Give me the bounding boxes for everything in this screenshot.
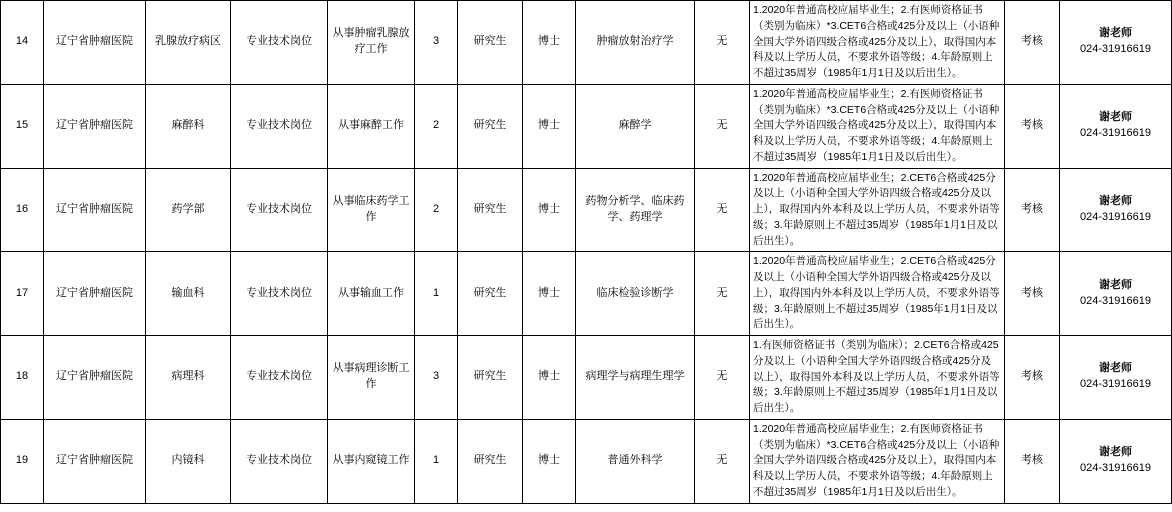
cell-method: 考核 xyxy=(1005,168,1060,252)
cell-duty: 从事麻醉工作 xyxy=(328,84,415,168)
condition-text: 1.2020年普通高校应届毕业生；2.有医师资格证书（类别为临床）*3.CET6合格或425分及以上（小语种全国大学外语四级合格或425分及以上），取得国内本科及以上学历人员，不要求外语等级；4.年龄原则上不超过35周岁（1985年1月1日及以后出生）。 xyxy=(753,87,1000,163)
contact-phone: 024-31916619 xyxy=(1080,210,1151,223)
cell-post-category: 专业技术岗位 xyxy=(231,84,328,168)
cell-department: 麻醉科 xyxy=(146,84,231,168)
cell-department: 内镜科 xyxy=(146,419,231,503)
cell-count: 2 xyxy=(415,168,458,252)
table-row xyxy=(1,168,1172,252)
condition-text: 1.2020年普通高校应届毕业生；2.有医师资格证书（类别为临床）*3.CET6合格或425分及以上（小语种全国大学外语四级合格或425分及以上），取得国内本科及以上学历人员，不要求外语等级；4.年龄原则上不超过35周岁（1985年1月1日及以后出生）。 xyxy=(753,4,1000,79)
cell-post-category: 专业技术岗位 xyxy=(231,252,328,336)
cell-education: 研究生 xyxy=(458,84,523,168)
cell-education: 研究生 xyxy=(458,336,523,420)
cell-department: 病理科 xyxy=(146,336,231,420)
table-row xyxy=(1,336,1172,420)
cell-degree: 博士 xyxy=(523,168,576,252)
cell-index: 14 xyxy=(1,1,44,85)
contact-name: 谢老师 xyxy=(1099,111,1132,124)
cell-post-category: 专业技术岗位 xyxy=(231,336,328,420)
cell-other: 无 xyxy=(695,252,750,336)
contact-phone: 024-31916619 xyxy=(1080,462,1151,475)
cell-other: 无 xyxy=(695,84,750,168)
cell-method: 考核 xyxy=(1005,419,1060,503)
cell-other: 无 xyxy=(695,168,750,252)
cell-education: 研究生 xyxy=(458,1,523,85)
cell-index: 19 xyxy=(1,419,44,503)
cell-method: 考核 xyxy=(1005,336,1060,420)
cell-duty: 从事输血工作 xyxy=(328,252,415,336)
cell-department: 药学部 xyxy=(146,168,231,252)
cell-contact xyxy=(1060,1,1172,85)
cell-unit: 辽宁省肿瘤医院 xyxy=(44,168,146,252)
contact-name: 谢老师 xyxy=(1099,362,1132,375)
cell-education: 研究生 xyxy=(458,419,523,503)
contact-phone: 024-31916619 xyxy=(1080,294,1151,307)
contact-phone: 024-31916619 xyxy=(1080,43,1151,56)
cell-other: 无 xyxy=(695,336,750,420)
contact-name: 谢老师 xyxy=(1099,27,1132,40)
condition-text: 1.有医师资格证书（类别为临床）；2.CET6合格或425分及以上（小语种全国大学外语四级合格或425分及以上），取得国外本科及以上学历人员，不要求外语等级；3.年龄原则上不超过35周岁（1985年1月1日及以后出生）。 xyxy=(753,339,1000,414)
cell-major: 临床检验诊断学 xyxy=(576,252,695,336)
cell-method: 考核 xyxy=(1005,84,1060,168)
cell-education: 研究生 xyxy=(458,168,523,252)
cell-post-category: 专业技术岗位 xyxy=(231,168,328,252)
cell-degree: 博士 xyxy=(523,1,576,85)
cell-unit: 辽宁省肿瘤医院 xyxy=(44,419,146,503)
table-row xyxy=(1,252,1172,336)
cell-contact xyxy=(1060,168,1172,252)
cell-condition xyxy=(750,168,1005,252)
cell-unit: 辽宁省肿瘤医院 xyxy=(44,252,146,336)
cell-duty: 从事肿瘤乳腺放疗工作 xyxy=(328,1,415,85)
contact-name: 谢老师 xyxy=(1099,278,1132,291)
table-row xyxy=(1,84,1172,168)
cell-method: 考核 xyxy=(1005,252,1060,336)
cell-major: 肿瘤放射治疗学 xyxy=(576,1,695,85)
contact-name: 谢老师 xyxy=(1099,446,1132,459)
table-row xyxy=(1,419,1172,503)
cell-major: 病理学与病理生理学 xyxy=(576,336,695,420)
cell-duty: 从事内窥镜工作 xyxy=(328,419,415,503)
cell-duty: 从事病理诊断工作 xyxy=(328,336,415,420)
cell-index: 15 xyxy=(1,84,44,168)
contact-phone: 024-31916619 xyxy=(1080,127,1151,140)
cell-index: 17 xyxy=(1,252,44,336)
cell-other: 无 xyxy=(695,419,750,503)
cell-count: 1 xyxy=(415,419,458,503)
cell-major: 麻醉学 xyxy=(576,84,695,168)
cell-duty: 从事临床药学工作 xyxy=(328,168,415,252)
table-row xyxy=(1,1,1172,85)
cell-department: 乳腺放疗病区 xyxy=(146,1,231,85)
cell-degree: 博士 xyxy=(523,252,576,336)
cell-post-category: 专业技术岗位 xyxy=(231,419,328,503)
cell-degree: 博士 xyxy=(523,336,576,420)
contact-phone: 024-31916619 xyxy=(1080,378,1151,391)
cell-major: 普通外科学 xyxy=(576,419,695,503)
cell-degree: 博士 xyxy=(523,419,576,503)
cell-contact xyxy=(1060,84,1172,168)
cell-degree: 博士 xyxy=(523,84,576,168)
cell-post-category: 专业技术岗位 xyxy=(231,1,328,85)
cell-education: 研究生 xyxy=(458,252,523,336)
table-body xyxy=(1,1,1172,504)
contact-name: 谢老师 xyxy=(1099,194,1132,207)
condition-text: 1.2020年普通高校应届毕业生；2.有医师资格证书（类别为临床）*3.CET6合格或425分及以上（小语种全国大学外语四级合格或425分及以上），取得国内本科及以上学历人员，不要求外语等级；4.年龄原则上不超过35周岁（1985年1月1日及以后出生）。 xyxy=(753,422,1000,498)
condition-text: 1.2020年普通高校应届毕业生；2.CET6合格或425分及以上（小语种全国大学外语四级合格或425分及以上），取得国内外本科及以上学历人员，不要求外语等级；3.年龄原则上不超过35周岁（1985年1月1日及以后出生）。 xyxy=(753,255,1000,331)
cell-index: 18 xyxy=(1,336,44,420)
cell-condition xyxy=(750,1,1005,85)
cell-count: 2 xyxy=(415,84,458,168)
cell-condition xyxy=(750,419,1005,503)
cell-count: 1 xyxy=(415,252,458,336)
cell-contact xyxy=(1060,419,1172,503)
cell-major: 药物分析学、临床药学、药理学 xyxy=(576,168,695,252)
cell-condition xyxy=(750,84,1005,168)
cell-contact xyxy=(1060,252,1172,336)
condition-text: 1.2020年普通高校应届毕业生；2.CET6合格或425分及以上（小语种全国大学外语四级合格或425分及以上），取得国内外本科及以上学历人员，不要求外语等级；3.年龄原则上不超过35周岁（1985年1月1日及以后出生）。 xyxy=(753,171,1000,247)
cell-condition xyxy=(750,252,1005,336)
cell-condition xyxy=(750,336,1005,420)
cell-index: 16 xyxy=(1,168,44,252)
cell-unit: 辽宁省肿瘤医院 xyxy=(44,336,146,420)
cell-other: 无 xyxy=(695,1,750,85)
cell-department: 输血科 xyxy=(146,252,231,336)
cell-contact xyxy=(1060,336,1172,420)
cell-unit: 辽宁省肿瘤医院 xyxy=(44,1,146,85)
cell-count: 3 xyxy=(415,1,458,85)
cell-count: 3 xyxy=(415,336,458,420)
cell-method: 考核 xyxy=(1005,1,1060,85)
cell-unit: 辽宁省肿瘤医院 xyxy=(44,84,146,168)
